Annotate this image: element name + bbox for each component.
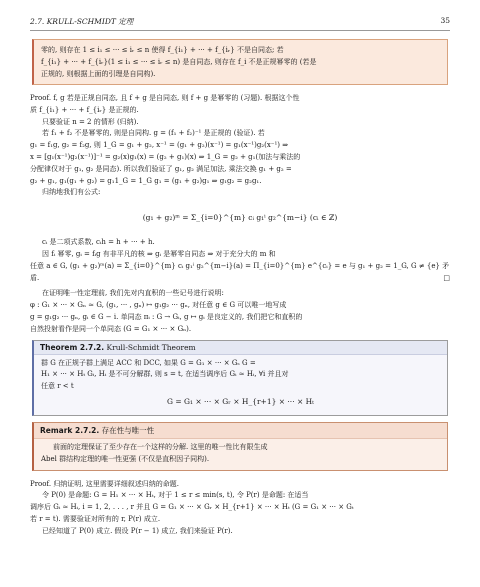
proof-line: x = [g₁(x⁻¹)g₂(x⁻¹)]⁻¹ = g₂(x)g₁(x) = (g₂ + g₁)(x) ⇒ 1_G = g₂ + g₁(加法与乘法的 [30, 152, 301, 161]
lemma-line: f_{i₁} + ··· + f_{iᵣ}(1 ≤ i₁ ≤ ··· ≤ iᵣ ≤ n) 是自同态, 则存在 f_i 不是正规幂零的 (若是 [41, 58, 317, 66]
notation-line: 在证明唯一性定理前, 我们先对内直积的一些记号进行说明: [42, 289, 224, 298]
remark-title [34, 423, 447, 439]
qed-mark: □ [443, 273, 450, 282]
proof-line: 质 f_{i₁} + ··· + f_{iᵣ} 是正规的. [30, 105, 139, 114]
notation-line: φ : G₁ × ··· × Gₙ ≃ G, (g₁, ··· , gₙ) ↦ g₁g₂ ··· gₙ, 对任意 g ∈ G 可以唯一地写成 [30, 301, 287, 310]
proof-block-1 [30, 93, 450, 284]
section-title: 2.7. KRULL-SCHMIDT 定理 [30, 17, 134, 26]
proof-line: Proof. f, g 若是正规自同态, 且 f + g 是自同态, 则 f + g 是幂零的 (习题). 根据这个性 [30, 94, 300, 102]
header-rule [30, 30, 450, 31]
proof-line: 归纳地我们有公式: [42, 188, 101, 197]
lemma-line: 零的, 则存在 1 ≤ i₁ ≤ ··· ≤ iᵣ ≤ n 使得 f_{i₁} + ··· + f_{iᵣ} 不是自同态; 若 [41, 46, 284, 54]
remark-name: 存在性与唯一性 [101, 425, 155, 435]
theorem-body [34, 355, 447, 415]
proof2-line: Proof. 归纳证明, 这里需要详细叙述归纳的命题. [30, 479, 179, 488]
proof2-line: 令 P(0) 是命题: G = H₁ × ··· × Hₜ, 对于 1 ≤ r ≤ min(s, t), 令 P(r) 是命题: 在适当 [42, 491, 309, 500]
proof2-line: 已经知道了 P(0) 成立. 假设 P(r − 1) 成立, 我们来验证 P(r). [42, 526, 233, 535]
proof-block-2 [30, 479, 450, 538]
proof-line: g₁ = f₁g, g₂ = f₂g, 则 1_G = g₁ + g₂, x⁻¹ = (g₁ + g₂)(x⁻¹) = g₁(x⁻¹)g₂(x⁻¹) ⇒ [30, 141, 289, 150]
notation-line: 自然投射看作是同一个单同态 (G = G₁ × ··· × Gₙ). [30, 324, 192, 333]
binomial-equation: (g₁ + g₂)ᵐ = Σ_{i=0}^{m} cᵢ g₁ⁱ g₂^{m−i} (cᵢ ∈ ℤ) [142, 213, 338, 223]
remark-box [32, 422, 448, 471]
proof-line: 只要验证 n = 2 的情形 (归纳). [42, 117, 139, 126]
proof-line: cᵢ 是二项式系数, cᵢh = h + ··· + h. [42, 238, 155, 247]
remark-line: 前面的定理保证了至少存在一个这样的分解. 这里的唯一性比有限生成 [53, 442, 268, 451]
proof-line-last [30, 273, 450, 285]
notation-line: g = g₁g₂ ··· gₙ, gᵢ ∈ G − i. 单同态 πᵢ : G → Gᵢ, g ↦ gᵢ 是良定义的, 我们把它和直积的 [30, 312, 303, 321]
proof-line: 因 fᵢ 幂零, gᵢ = fᵢg 有非平凡的核 ⇒ gᵢ 是幂零自同态 ⇒ 对于充分大的 m 和 [42, 249, 276, 258]
running-header [30, 16, 450, 28]
theorem-title [34, 341, 447, 355]
remark-label: Remark 2.7.2. [40, 425, 100, 435]
page-number: 35 [440, 16, 450, 25]
lemma-line: 正规的, 则根据上面的引理是自同构). [41, 70, 156, 78]
theorem-equation: G = G₁ × ··· × Gᵣ × H_{r+1} × ··· × Hₜ [166, 396, 315, 406]
theorem-line: H₁ × ··· × Hₜ Gᵢ, Hᵢ 是不可分解群, 则 s = t, 在适当调序后 Gᵢ ≃ Hᵢ, ∀i 并且对 [41, 370, 289, 379]
proof2-line: 若 r = t). 需要验证对所有的 r, P(r) 成立. [30, 514, 161, 523]
theorem-box [32, 340, 448, 416]
theorem-name: Krull-Schmidt Theorem [106, 342, 196, 352]
remark-line: Abel 群结构定理的唯一性更强 (不仅是直积因子同构). [41, 454, 210, 463]
lemma-box [32, 39, 448, 85]
proof2-line: 调序后 Gᵢ ≃ Hᵢ, i = 1, 2, . . . , r 并且 G = G₁ × ··· × Gᵣ × H_{r+1} × ··· × Hₜ (G = G₁ × ··· × Gₜ [30, 503, 354, 512]
notation-paragraph [30, 288, 450, 335]
theorem-line: 任意 r < t [41, 382, 74, 391]
proof-line: 分配律仅对于 g₁, g₂ 是同态). 所以我们验证了 g₁, g₂ 满足加法, 乘法交换 g₁ + g₂ = [30, 164, 292, 173]
theorem-label: Theorem 2.7.2. [40, 342, 105, 352]
proof-text: 盾. [30, 273, 40, 282]
theorem-line: 群 G 在正规子群上满足 ACC 和 DCC, 如果 G = G₁ × ··· × Gₛ G = [41, 358, 256, 367]
proof-line: g₂ + g₁, g₁(g₁ + g₂) = g₁1_G = 1_G g₁ = (g₁ + g₂)g₁ ⇒ g₁g₂ = g₂g₁. [30, 176, 262, 185]
remark-body [34, 439, 447, 470]
proof-line: 若 f₁ + f₂ 不是幂零的, 则是自同构. g = (f₁ + f₂)⁻¹ 是正规的 (验证). 若 [42, 129, 265, 138]
proof-line: 任意 a ∈ G, (g₁ + g₂)ᵐ(a) = Σ_{i=0}^{m} cᵢ g₁ⁱ g₂^{m−i}(a) = Π_{i=0}^{m} e^{cᵢ} = e 与 g₁ + g₂ = 1_G, G ≠ {e} 矛 [30, 261, 450, 270]
